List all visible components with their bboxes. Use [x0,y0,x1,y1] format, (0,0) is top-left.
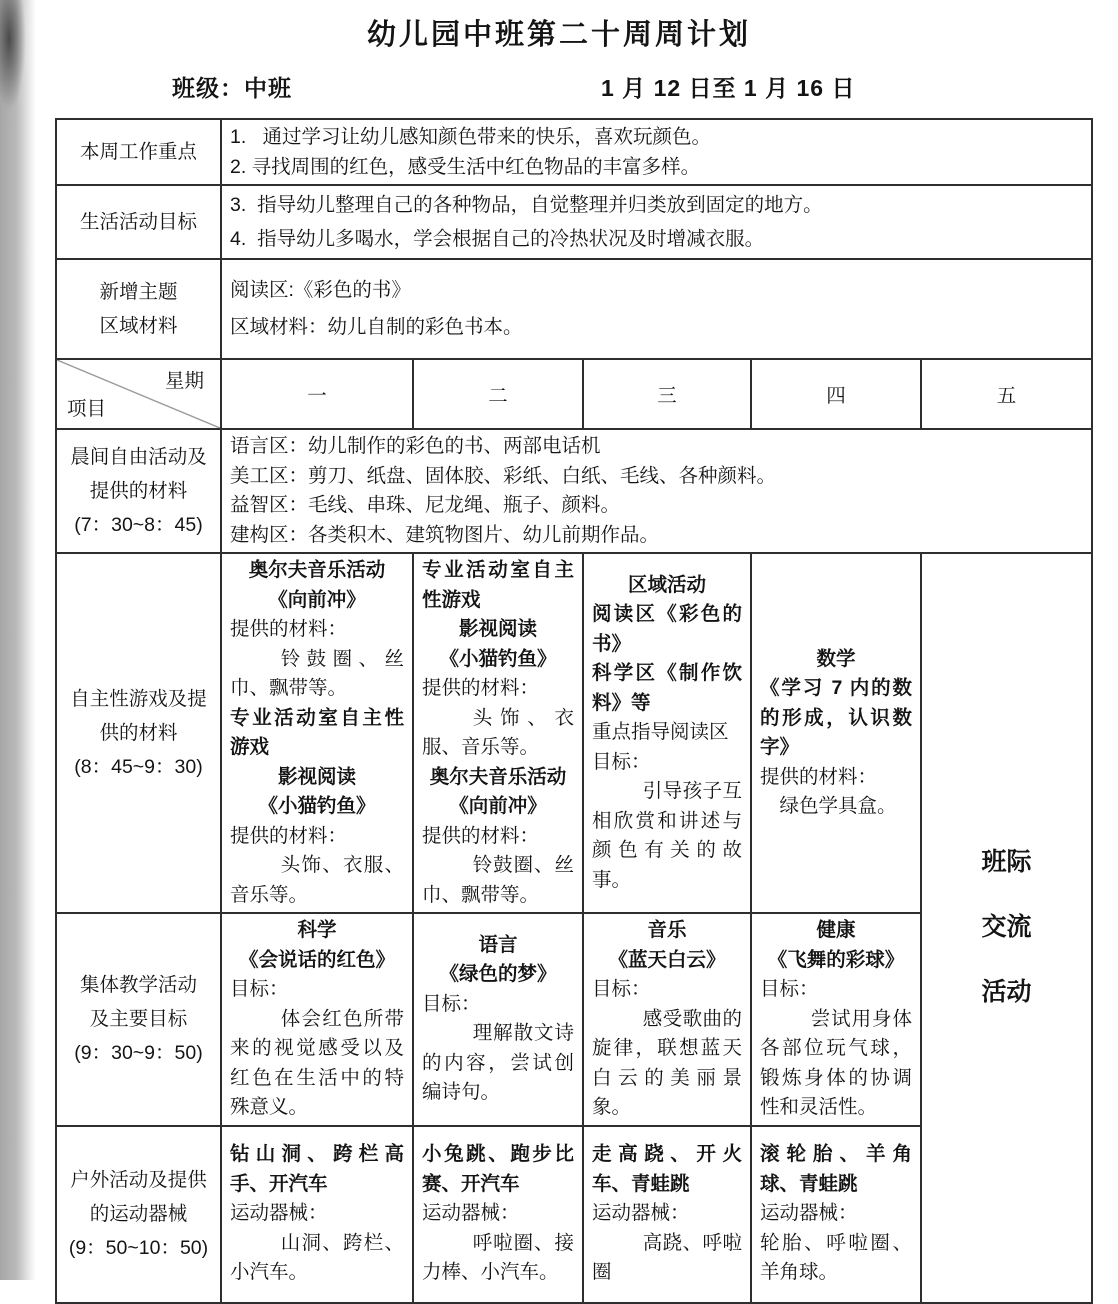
cell-new-theme-content [221,259,1092,359]
cell-teaching-tue [413,913,583,1126]
row-new-theme-materials [56,259,1092,359]
row-label-new-theme [56,259,221,359]
text-line: 提供的材料： [422,824,540,847]
page-title: 幼儿园中班第二十周周计划 [366,19,751,51]
text-line: 奥尔夫音乐活动 [429,765,567,788]
text-line: 区域活动 [627,573,706,596]
class-label: 班级：中班 [172,75,292,101]
text-line: 重点指导阅读区 [592,721,729,744]
text-line: 数学 [816,647,856,670]
text-line: (7：30~8：45) [74,514,203,536]
row-self-play [56,553,1092,913]
text-line: 运动器械： [760,1202,858,1225]
text-line: 目标： [760,978,819,1000]
text-line: 山洞、跨栏、小汽车。 [230,1231,404,1284]
cell-self-play-thu [751,553,921,913]
corner-item-label: 项目 [67,398,107,420]
text-line: 滚轮胎、羊角球、青蛙跳 [760,1143,912,1195]
cell-self-play-tue [413,553,583,913]
day-header-tue: 二 [413,359,583,429]
cell-teaching-mon [221,913,413,1126]
text-line: 《蓝天白云》 [608,948,726,971]
text-line: 理解散文诗的内容，尝试创编诗句。 [422,1022,574,1104]
text-line: 语言 [478,933,518,956]
text-line: 音乐 [647,919,687,941]
text-line: (9：30~9：50) [74,1042,203,1065]
cell-self-play-wed [583,553,751,913]
text-line: 建构区：各类积木、建筑物图片、幼儿前期作品。 [230,523,660,546]
text-line: 阅读区《彩色的书》 [592,603,742,655]
text-line: 感受歌曲的旋律，联想蓝天白云的美丽景象。 [592,1007,742,1118]
weekly-plan-table [55,118,1093,1304]
text-line: 《向前冲》 [449,795,547,817]
text-line: 引导孩子互相欣赏和讲述与颜色有关的故事。 [592,780,742,891]
text-line: 目标： [422,992,481,1015]
text-line: 1. 通过学习让幼儿感知颜色带来的快乐，喜欢玩颜色。 [230,126,712,148]
text-line: 运动器械： [422,1202,520,1225]
text-line: 影视阅读 [277,765,356,788]
text-line: 班际 [981,848,1032,877]
day-header-mon: 一 [221,359,413,429]
day-header-thu: 四 [751,359,921,429]
cell-outdoor-mon [221,1126,413,1303]
cell-outdoor-tue [413,1126,583,1303]
text-line: 专业活动室自主性游戏 [230,706,404,758]
text-line: 奥尔夫音乐活动 [248,559,386,581]
cell-outdoor-wed [583,1126,751,1303]
row-label-life-goals [56,185,221,259]
cell-outdoor-thu [751,1126,921,1303]
text-line: 《会说话的红色》 [238,948,395,971]
row-life-goals [56,185,1092,259]
text-line: 新增主题 [99,281,178,303]
text-line: 的运动器械 [89,1203,188,1225]
text-line: 《小猫钓鱼》 [258,795,376,817]
text-line: 呼啦圈、接力棒、小汽车。 [422,1231,574,1284]
row-weekly-focus [56,119,1092,185]
text-line: 目标： [592,978,651,1000]
text-line: 小兔跳、跑步比赛、开汽车 [422,1143,574,1195]
text-line: 钻山洞、跨栏高手、开汽车 [230,1143,404,1195]
row-label-morning-activity [56,429,221,553]
text-line: 提供的材料 [89,480,188,502]
text-line: 4. 指导幼儿多喝水，学会根据自己的冷热状况及时增减衣服。 [230,228,765,250]
text-line: 交流 [981,913,1032,942]
text-line: 益智区：毛线、串珠、尼龙绳、瓶子、颜料。 [230,494,621,516]
text-line: 绿色学具盒。 [779,795,897,817]
text-line: 生活活动目标 [79,211,197,233]
text-line: 头饰、衣服、音乐等。 [422,706,574,758]
text-line: 本周工作重点 [79,141,197,163]
cell-life-goals-content [221,185,1092,259]
date-range: 1 月 12 日至 1 月 16 日 [601,75,856,101]
text-line: 户外活动及提供 [70,1169,207,1191]
text-line: 区域材料 [99,315,178,337]
text-line: 运动器械： [230,1202,328,1225]
cell-morning-activity-content [221,429,1092,553]
text-line: 及主要目标 [89,1008,188,1031]
scan-edge-artifact [0,0,36,1280]
cell-teaching-wed [583,913,751,1126]
cell-friday-interclass-activity [921,553,1092,1303]
text-line: 自主性游戏及提 [70,688,207,710]
text-line: 《学习 7 内的数的形成，认识数字》 [760,677,912,758]
text-line: 铃鼓圈、丝巾、飘带等。 [422,854,574,906]
corner-week-label: 星期 [164,370,204,392]
text-line: 专业活动室自主性游戏 [422,559,574,611]
text-line: 影视阅读 [458,618,537,640]
text-line: 提供的材料： [422,677,540,699]
text-line: (8：45~9：30) [74,756,203,778]
text-line: 美工区：剪刀、纸盘、固体胶、彩纸、白纸、毛线、各种颜料。 [230,464,777,487]
text-line: 区域材料：幼儿自制的彩色书本。 [230,316,523,338]
text-line: 《飞舞的彩球》 [767,948,905,971]
row-label-weekly-focus [56,119,221,185]
text-line: 科学区《制作饮料》等 [592,662,742,714]
text-line: 《小猫钓鱼》 [439,647,557,670]
text-line: 目标： [230,978,289,1000]
text-line: 铃鼓圈、丝巾、飘带等。 [230,647,404,699]
row-morning-activity [56,429,1092,553]
text-line: 语言区：幼儿制作的彩色的书、两部电话机 [230,435,601,457]
text-line: 晨间自由活动及 [70,446,207,468]
text-line: 尝试用身体各部位玩气球，锻炼身体的协调性和灵活性。 [760,1007,912,1118]
text-line: 供的材料 [99,722,178,744]
row-day-header [56,359,1092,429]
text-line: 2. 寻找周围的红色，感受生活中红色物品的丰富多样。 [230,156,701,178]
text-line: 集体教学活动 [79,974,197,997]
row-label-group-teaching [56,913,221,1126]
text-line: 目标： [592,750,651,773]
text-line: 走高跷、开火车、青蛙跳 [592,1143,742,1195]
text-line: 轮胎、呼啦圈、羊角球。 [760,1231,912,1284]
text-line: 提供的材料： [230,618,348,640]
text-line: 3. 指导幼儿整理自己的各种物品，自觉整理并归类放到固定的地方。 [230,194,823,216]
text-line: 提供的材料： [230,824,348,847]
text-line: 健康 [816,919,856,941]
day-header-wed: 三 [583,359,751,429]
text-line: 《向前冲》 [268,588,366,611]
text-line: 运动器械： [592,1202,690,1225]
text-line: 提供的材料： [760,765,878,788]
text-line: 阅读区:《彩色的书》 [230,279,411,301]
cell-teaching-thu [751,913,921,1126]
row-label-outdoor-activity [56,1126,221,1303]
corner-header-cell [56,359,221,429]
cell-self-play-mon [221,553,413,913]
day-header-fri: 五 [921,359,1092,429]
text-line: 科学 [297,919,337,941]
text-line: 活动 [981,978,1032,1007]
cell-weekly-focus-content [221,119,1092,185]
text-line: 高跷、呼啦圈 [592,1231,742,1284]
text-line: 体会红色所带来的视觉感受以及红色在生活中的特殊意义。 [230,1007,404,1118]
text-line: 《绿色的梦》 [439,963,557,986]
text-line: 头饰、衣服、音乐等。 [230,854,404,906]
row-label-self-play [56,553,221,913]
text-line: (9：50~10：50) [68,1237,209,1259]
